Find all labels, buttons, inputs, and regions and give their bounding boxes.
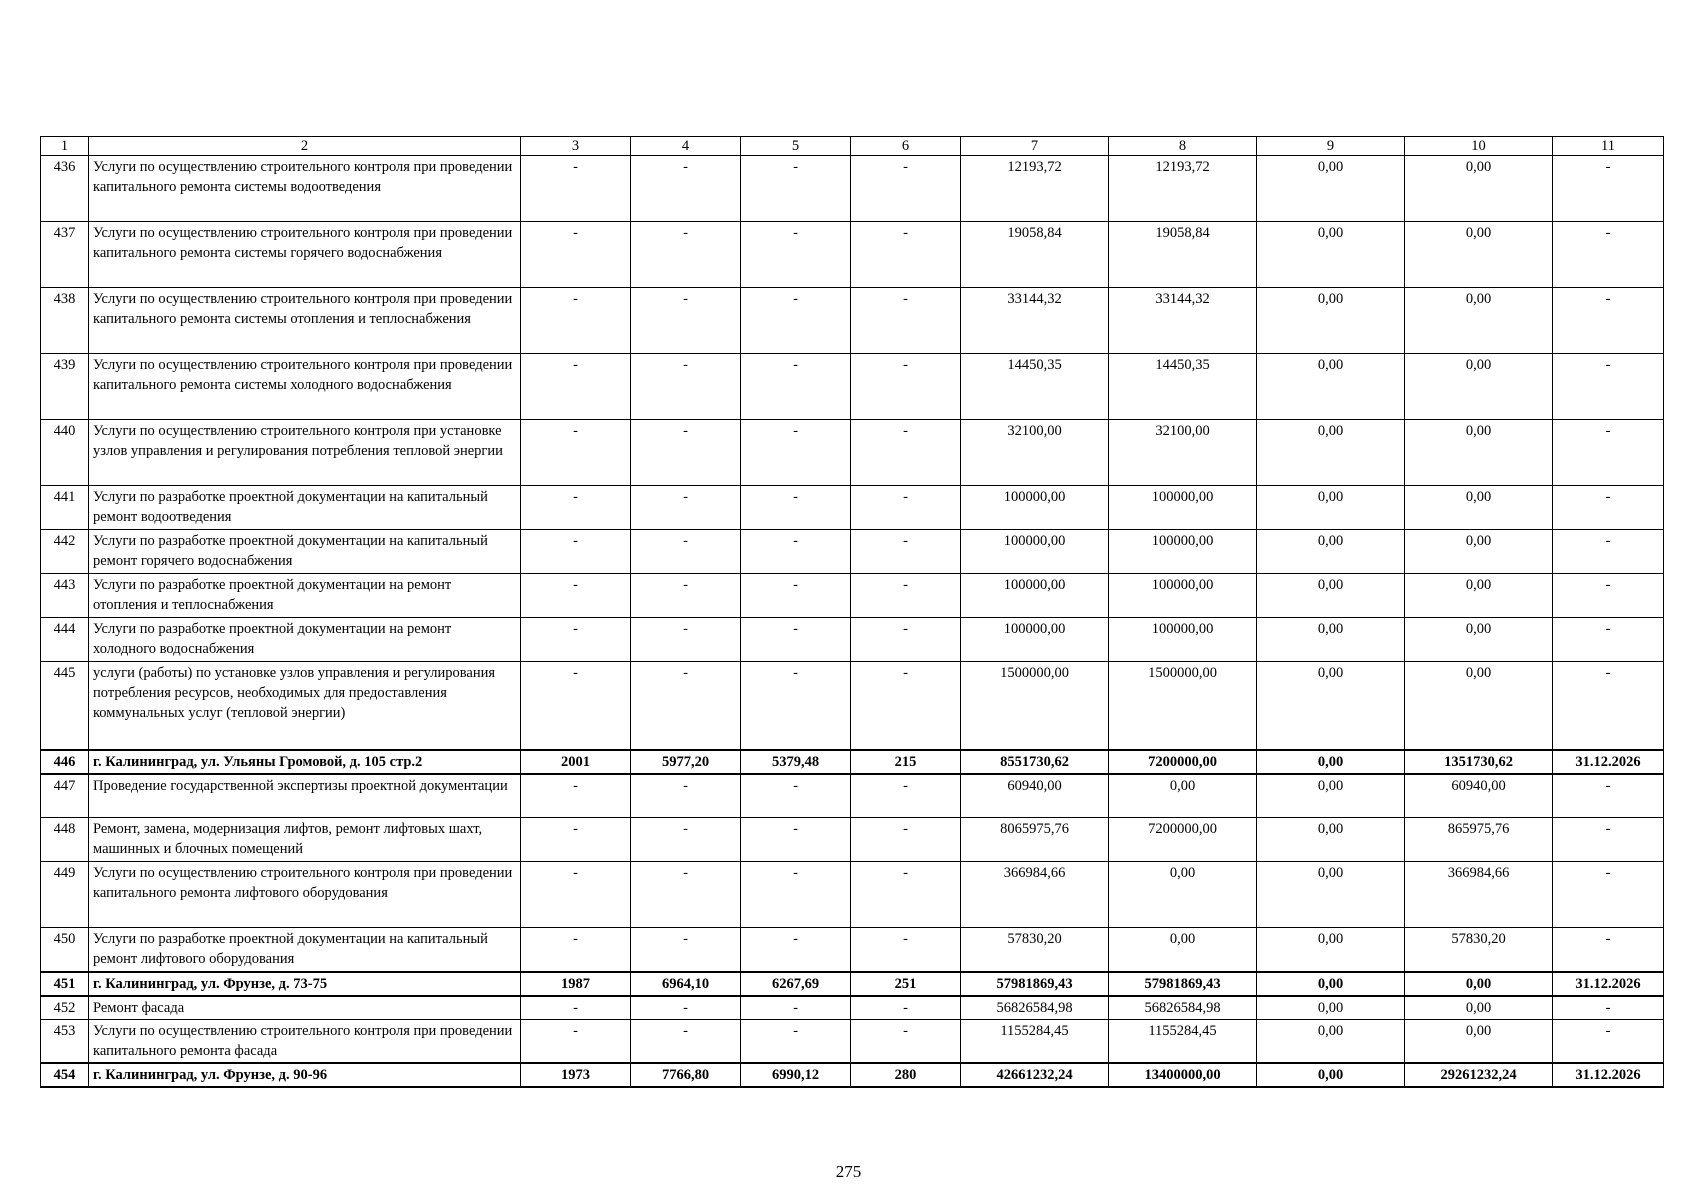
table-row (41, 662, 1664, 750)
cell-c7: 33144,32 (961, 288, 1109, 354)
column-header: 3 (521, 137, 631, 156)
cell-c4: - (631, 774, 741, 818)
cell-c6: - (851, 288, 961, 354)
cell-c7: 1155284,45 (961, 1019, 1109, 1063)
cell-c8: 100000,00 (1109, 574, 1257, 618)
cell-n: 447 (41, 774, 89, 818)
cell-c11: 31.12.2026 (1553, 750, 1664, 774)
cell-c4: - (631, 222, 741, 288)
cell-c9: 0,00 (1257, 574, 1405, 618)
cell-c7: 8065975,76 (961, 818, 1109, 862)
cell-c9: 0,00 (1257, 774, 1405, 818)
cell-c7: 19058,84 (961, 222, 1109, 288)
cell-c10: 0,00 (1405, 574, 1553, 618)
cell-c6: - (851, 928, 961, 972)
cell-c8: 56826584,98 (1109, 996, 1257, 1020)
cell-c11: - (1553, 288, 1664, 354)
cell-c8: 7200000,00 (1109, 750, 1257, 774)
cell-c11: - (1553, 862, 1664, 928)
cell-c8: 0,00 (1109, 928, 1257, 972)
cell-c11: - (1553, 818, 1664, 862)
cell-desc: Услуги по разработке проектной документации на ремонт холодного водоснабжения (89, 618, 521, 662)
cell-c5: - (741, 486, 851, 530)
address-row (41, 750, 1664, 774)
cell-c3: - (521, 530, 631, 574)
table-row (41, 354, 1664, 420)
cell-c8: 100000,00 (1109, 486, 1257, 530)
cell-desc: г. Калининград, ул. Фрунзе, д. 73-75 (89, 972, 521, 996)
cell-c9: 0,00 (1257, 818, 1405, 862)
cell-n: 449 (41, 862, 89, 928)
cell-desc: услуги (работы) по установке узлов управления и регулирования потребления ресурсов, необходимых для предоставления коммунальных услуг (тепловой энергии) (89, 662, 521, 750)
cell-c11: - (1553, 420, 1664, 486)
cell-c6: - (851, 818, 961, 862)
column-number-row (41, 137, 1664, 156)
cell-c4: - (631, 420, 741, 486)
cell-desc: Услуги по осуществлению строительного контроля при установке узлов управления и регулирования потребления тепловой энергии (89, 420, 521, 486)
cell-c11: - (1553, 222, 1664, 288)
cell-c10: 0,00 (1405, 618, 1553, 662)
cell-c11: - (1553, 996, 1664, 1020)
column-header: 4 (631, 137, 741, 156)
cell-c3: - (521, 1019, 631, 1063)
cell-c4: - (631, 156, 741, 222)
cell-c10: 0,00 (1405, 996, 1553, 1020)
cell-c5: - (741, 354, 851, 420)
cell-n: 441 (41, 486, 89, 530)
cell-desc: Услуги по разработке проектной документации на капитальный ремонт горячего водоснабжения (89, 530, 521, 574)
cell-c3: 2001 (521, 750, 631, 774)
cell-c8: 100000,00 (1109, 530, 1257, 574)
cell-n: 453 (41, 1019, 89, 1063)
cell-c3: - (521, 354, 631, 420)
cell-c5: - (741, 222, 851, 288)
cell-desc: Услуги по разработке проектной документации на ремонт отопления и теплоснабжения (89, 574, 521, 618)
cell-c4: - (631, 354, 741, 420)
cell-c4: - (631, 486, 741, 530)
cell-c5: - (741, 818, 851, 862)
table-row (41, 618, 1664, 662)
cell-c5: - (741, 928, 851, 972)
cell-c11: 31.12.2026 (1553, 1063, 1664, 1087)
cell-c10: 0,00 (1405, 222, 1553, 288)
cell-desc: Услуги по осуществлению строительного контроля при проведении капитального ремонта системы водоотведения (89, 156, 521, 222)
cell-c4: - (631, 288, 741, 354)
cell-c8: 12193,72 (1109, 156, 1257, 222)
table-row (41, 486, 1664, 530)
cell-c5: 6990,12 (741, 1063, 851, 1087)
cell-c11: - (1553, 774, 1664, 818)
cell-c4: 5977,20 (631, 750, 741, 774)
cell-c3: 1973 (521, 1063, 631, 1087)
cell-c9: 0,00 (1257, 750, 1405, 774)
column-header: 7 (961, 137, 1109, 156)
cell-c4: - (631, 574, 741, 618)
cell-c9: 0,00 (1257, 288, 1405, 354)
cell-c8: 0,00 (1109, 774, 1257, 818)
cell-c4: - (631, 662, 741, 750)
cell-c9: 0,00 (1257, 486, 1405, 530)
cell-desc: г. Калининград, ул. Фрунзе, д. 90-96 (89, 1063, 521, 1087)
cell-n: 452 (41, 996, 89, 1020)
cell-c9: 0,00 (1257, 618, 1405, 662)
cell-c7: 100000,00 (961, 618, 1109, 662)
column-header: 9 (1257, 137, 1405, 156)
column-header: 2 (89, 137, 521, 156)
cell-c9: 0,00 (1257, 156, 1405, 222)
cell-n: 445 (41, 662, 89, 750)
cell-c6: - (851, 574, 961, 618)
cell-c6: - (851, 354, 961, 420)
cell-c9: 0,00 (1257, 972, 1405, 996)
cell-c8: 33144,32 (1109, 288, 1257, 354)
address-row (41, 1063, 1664, 1087)
cell-c10: 0,00 (1405, 486, 1553, 530)
cell-c3: - (521, 928, 631, 972)
cell-c6: - (851, 618, 961, 662)
cell-c7: 32100,00 (961, 420, 1109, 486)
cell-c4: - (631, 862, 741, 928)
cell-c6: - (851, 530, 961, 574)
cell-c3: - (521, 222, 631, 288)
cell-desc: Услуги по осуществлению строительного контроля при проведении капитального ремонта системы отопления и теплоснабжения (89, 288, 521, 354)
cell-c8: 0,00 (1109, 862, 1257, 928)
cell-c7: 100000,00 (961, 530, 1109, 574)
cell-c5: - (741, 288, 851, 354)
cell-c10: 0,00 (1405, 1019, 1553, 1063)
cell-c6: 251 (851, 972, 961, 996)
cell-c11: - (1553, 574, 1664, 618)
cell-desc: Ремонт фасада (89, 996, 521, 1020)
cell-c4: - (631, 996, 741, 1020)
cell-c4: 6964,10 (631, 972, 741, 996)
column-header: 11 (1553, 137, 1664, 156)
cell-c11: - (1553, 618, 1664, 662)
cell-c7: 60940,00 (961, 774, 1109, 818)
cell-c5: - (741, 420, 851, 486)
cell-c10: 0,00 (1405, 288, 1553, 354)
cell-c11: - (1553, 486, 1664, 530)
cell-c10: 0,00 (1405, 972, 1553, 996)
cell-c4: - (631, 530, 741, 574)
cell-c4: 7766,80 (631, 1063, 741, 1087)
cell-c11: - (1553, 662, 1664, 750)
cell-n: 443 (41, 574, 89, 618)
cell-n: 450 (41, 928, 89, 972)
cell-c3: - (521, 862, 631, 928)
cell-c9: 0,00 (1257, 996, 1405, 1020)
cell-c9: 0,00 (1257, 862, 1405, 928)
cell-c10: 366984,66 (1405, 862, 1553, 928)
cell-c8: 57981869,43 (1109, 972, 1257, 996)
cell-c5: - (741, 996, 851, 1020)
cell-c10: 865975,76 (1405, 818, 1553, 862)
table-row (41, 222, 1664, 288)
cell-desc: Услуги по осуществлению строительного контроля при проведении капитального ремонта системы холодного водоснабжения (89, 354, 521, 420)
cell-c7: 14450,35 (961, 354, 1109, 420)
cell-c4: - (631, 618, 741, 662)
cell-c7: 42661232,24 (961, 1063, 1109, 1087)
cell-c8: 1500000,00 (1109, 662, 1257, 750)
cell-n: 446 (41, 750, 89, 774)
cell-c10: 0,00 (1405, 354, 1553, 420)
cell-c3: - (521, 996, 631, 1020)
table-row (41, 288, 1664, 354)
cell-c10: 0,00 (1405, 420, 1553, 486)
cell-c4: - (631, 928, 741, 972)
cell-c6: 215 (851, 750, 961, 774)
column-header: 1 (41, 137, 89, 156)
cell-c11: - (1553, 1019, 1664, 1063)
cell-c6: - (851, 1019, 961, 1063)
cell-c3: - (521, 486, 631, 530)
table-row (41, 156, 1664, 222)
cell-c10: 1351730,62 (1405, 750, 1553, 774)
cell-c8: 13400000,00 (1109, 1063, 1257, 1087)
table-row (41, 420, 1664, 486)
cell-c11: - (1553, 156, 1664, 222)
table-row (41, 774, 1664, 818)
cell-n: 438 (41, 288, 89, 354)
column-header: 8 (1109, 137, 1257, 156)
cell-c3: - (521, 818, 631, 862)
cell-n: 444 (41, 618, 89, 662)
cell-n: 437 (41, 222, 89, 288)
cell-n: 442 (41, 530, 89, 574)
cell-c7: 1500000,00 (961, 662, 1109, 750)
cell-n: 448 (41, 818, 89, 862)
cell-desc: Услуги по разработке проектной документации на капитальный ремонт водоотведения (89, 486, 521, 530)
cell-c3: - (521, 288, 631, 354)
cell-c7: 12193,72 (961, 156, 1109, 222)
cell-c5: - (741, 862, 851, 928)
table-row (41, 574, 1664, 618)
cell-n: 451 (41, 972, 89, 996)
cell-c5: 5379,48 (741, 750, 851, 774)
cell-c5: - (741, 1019, 851, 1063)
cell-c6: - (851, 420, 961, 486)
cell-c8: 100000,00 (1109, 618, 1257, 662)
cell-c7: 57830,20 (961, 928, 1109, 972)
cell-desc: г. Калининград, ул. Ульяны Громовой, д. 105 стр.2 (89, 750, 521, 774)
cell-c11: - (1553, 354, 1664, 420)
cell-c5: - (741, 618, 851, 662)
cell-c9: 0,00 (1257, 928, 1405, 972)
cell-c10: 29261232,24 (1405, 1063, 1553, 1087)
cell-c3: - (521, 662, 631, 750)
data-table (40, 136, 1664, 1088)
cell-c6: - (851, 996, 961, 1020)
cell-c3: - (521, 774, 631, 818)
column-header: 5 (741, 137, 851, 156)
cell-n: 440 (41, 420, 89, 486)
page-number: 275 (835, 1162, 862, 1181)
cell-c4: - (631, 818, 741, 862)
address-row (41, 972, 1664, 996)
column-header: 10 (1405, 137, 1553, 156)
cell-c6: - (851, 486, 961, 530)
cell-c7: 57981869,43 (961, 972, 1109, 996)
cell-desc: Услуги по разработке проектной документации на капитальный ремонт лифтового оборудования (89, 928, 521, 972)
cell-c10: 60940,00 (1405, 774, 1553, 818)
cell-c8: 1155284,45 (1109, 1019, 1257, 1063)
cell-c6: 280 (851, 1063, 961, 1087)
cell-c3: 1987 (521, 972, 631, 996)
cell-c8: 14450,35 (1109, 354, 1257, 420)
cell-c10: 0,00 (1405, 662, 1553, 750)
cell-c10: 0,00 (1405, 530, 1553, 574)
cell-c5: - (741, 574, 851, 618)
cell-c6: - (851, 862, 961, 928)
cell-c7: 366984,66 (961, 862, 1109, 928)
table-row (41, 996, 1664, 1020)
cell-c6: - (851, 774, 961, 818)
cell-c4: - (631, 1019, 741, 1063)
cell-c5: - (741, 156, 851, 222)
cell-c6: - (851, 156, 961, 222)
cell-c7: 8551730,62 (961, 750, 1109, 774)
table-row (41, 928, 1664, 972)
cell-desc: Услуги по осуществлению строительного контроля при проведении капитального ремонта лифтового оборудования (89, 862, 521, 928)
cell-n: 439 (41, 354, 89, 420)
cell-c8: 32100,00 (1109, 420, 1257, 486)
cell-c5: - (741, 774, 851, 818)
cell-c8: 7200000,00 (1109, 818, 1257, 862)
cell-desc: Услуги по осуществлению строительного контроля при проведении капитального ремонта системы горячего водоснабжения (89, 222, 521, 288)
cell-c9: 0,00 (1257, 222, 1405, 288)
cell-c7: 56826584,98 (961, 996, 1109, 1020)
cell-c7: 100000,00 (961, 574, 1109, 618)
table-row (41, 862, 1664, 928)
cell-c7: 100000,00 (961, 486, 1109, 530)
cell-c6: - (851, 662, 961, 750)
table-row (41, 1019, 1664, 1063)
cell-c5: 6267,69 (741, 972, 851, 996)
cell-c9: 0,00 (1257, 420, 1405, 486)
cell-c5: - (741, 530, 851, 574)
cell-c10: 0,00 (1405, 156, 1553, 222)
cell-c3: - (521, 420, 631, 486)
column-header: 6 (851, 137, 961, 156)
cell-desc: Проведение государственной экспертизы проектной документации (89, 774, 521, 818)
cell-c3: - (521, 618, 631, 662)
cell-c9: 0,00 (1257, 354, 1405, 420)
cell-c5: - (741, 662, 851, 750)
cell-c9: 0,00 (1257, 530, 1405, 574)
cell-c11: 31.12.2026 (1553, 972, 1664, 996)
cell-desc: Услуги по осуществлению строительного контроля при проведении капитального ремонта фасада (89, 1019, 521, 1063)
cell-n: 436 (41, 156, 89, 222)
table-row (41, 530, 1664, 574)
cell-c9: 0,00 (1257, 662, 1405, 750)
cell-c6: - (851, 222, 961, 288)
cell-c9: 0,00 (1257, 1019, 1405, 1063)
cell-c11: - (1553, 928, 1664, 972)
table-row (41, 818, 1664, 862)
cell-c10: 57830,20 (1405, 928, 1553, 972)
cell-c8: 19058,84 (1109, 222, 1257, 288)
cell-c3: - (521, 574, 631, 618)
cell-n: 454 (41, 1063, 89, 1087)
cell-c3: - (521, 156, 631, 222)
cell-c11: - (1553, 530, 1664, 574)
cell-c9: 0,00 (1257, 1063, 1405, 1087)
cell-desc: Ремонт, замена, модернизация лифтов, ремонт лифтовых шахт, машинных и блочных помещений (89, 818, 521, 862)
